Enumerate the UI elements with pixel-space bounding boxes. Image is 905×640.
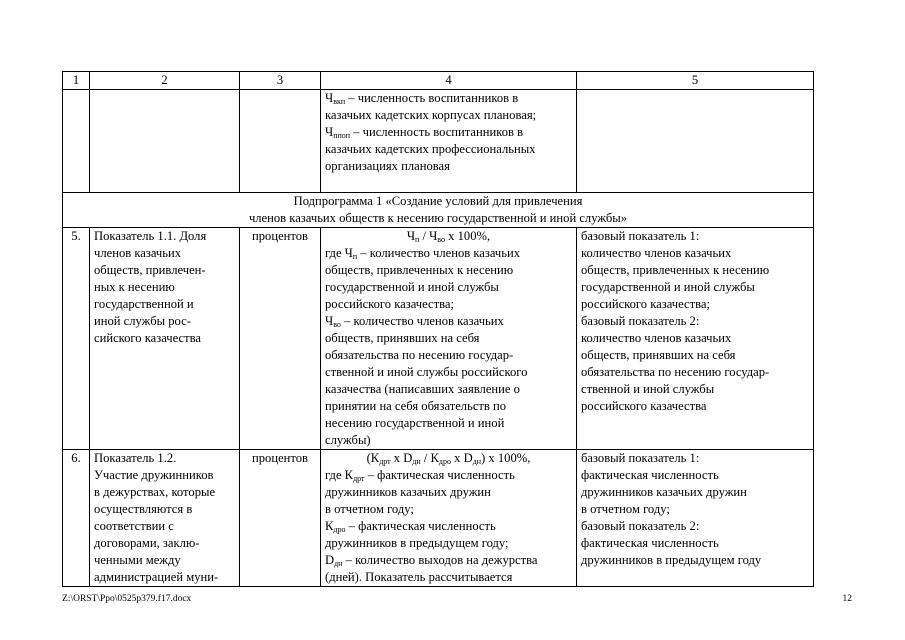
subscript: дн: [472, 457, 482, 466]
text-line: базовый показатель 2:: [581, 519, 700, 533]
text-line: в дежурствах, которые: [94, 485, 216, 499]
text-line: ственной и иной службы: [581, 382, 715, 396]
subscript: во: [333, 320, 341, 329]
unit-cell: процентов: [240, 228, 321, 450]
text-line: российского казачества: [581, 399, 707, 413]
header-cell: 3: [240, 72, 321, 90]
formula-line: обществ, принявших на себя: [325, 331, 480, 345]
subprogram-title: [63, 193, 814, 228]
text-line: ченными между: [94, 553, 181, 567]
indicator-name-cell: [90, 450, 240, 587]
formula-line: обществ, привлеченных к несению: [325, 263, 514, 277]
formula-line: организациях плановая: [325, 159, 450, 173]
formula-cell: [321, 450, 577, 587]
subscript: дро: [438, 457, 451, 466]
formula-line: государственной и иной службы: [325, 280, 499, 294]
unit-cell: [240, 90, 321, 193]
formula-line: казачества (написавших заявление о: [325, 382, 520, 396]
subscript: дрт: [353, 474, 365, 483]
header-cell: 2: [90, 72, 240, 90]
formula-line: службы): [325, 433, 371, 447]
row-number-cell: 5.: [63, 228, 90, 450]
indicator-table: [62, 71, 814, 587]
text-line: соответствии с: [94, 519, 174, 533]
header-cell: 4: [321, 72, 577, 90]
base-indicator-cell: [577, 450, 814, 587]
formula-cell: [321, 228, 577, 450]
formula-line: $D_{дн}$ – количество выходов на дежурства: [325, 553, 538, 568]
formula-line: $К_{дро}$ – фактическая численность: [325, 519, 496, 534]
text-line: базовый показатель 1:: [581, 451, 700, 465]
text-line: в отчетном году;: [581, 502, 670, 516]
subprogram-title-line: членов казачьих обществ к несению государственной и иной службы»: [248, 211, 628, 225]
formula-line: дружинников в предыдущем году;: [325, 536, 509, 550]
formula-line: $Ч_{во}$ – количество членов казачьих: [325, 314, 504, 329]
formula-line: в отчетном году;: [325, 502, 414, 516]
formula-line: ственной и иной службы российского: [325, 365, 528, 379]
indicator-name-cell: [90, 228, 240, 450]
text-line: государственной и иной службы: [581, 280, 755, 294]
text-line: базовый показатель 2:: [581, 314, 700, 328]
header-row: [63, 72, 814, 90]
subprogram-row: [63, 193, 814, 228]
subscript: п: [352, 252, 358, 261]
text-line: Показатель 1.1. Доля: [94, 229, 207, 243]
text-line: базовый показатель 1:: [581, 229, 700, 243]
subscript: дро: [333, 525, 346, 534]
formula-line: российского казачества;: [325, 297, 455, 311]
text-line: дружинников казачьих дружин: [581, 485, 747, 499]
text-line: договорами, заклю-: [94, 536, 200, 550]
text-line: обществ, привлечен-: [94, 263, 206, 277]
footer-file-path: Z:\ORST\Ppo\0525p379.f17.docx: [62, 594, 192, 604]
text-line: членов казачьих: [94, 246, 182, 260]
subscript: дн: [412, 457, 421, 466]
text-line: администрацией муни-: [94, 570, 219, 584]
formula-line: ($К_{дрт}$ х $D_{дн} / К_{дро}$ х $D_{дн}$) х 100%,: [366, 451, 531, 466]
header-cell: 5: [577, 72, 814, 90]
text-line: обществ, принявших на себя: [581, 348, 736, 362]
text-line: иной службы рос-: [94, 314, 191, 328]
subscript: дн: [334, 559, 343, 568]
formula-line: где $Ч_п$ – количество членов казачьих: [325, 246, 521, 261]
page-number: 12: [842, 594, 852, 604]
formula-line: принятии на себя обязательств по: [325, 399, 507, 413]
formula-line: казачьих кадетских профессиональных: [325, 142, 536, 156]
text-line: фактическая численность: [581, 468, 719, 482]
text-line: Показатель 1.2.: [94, 451, 177, 465]
subscript: п: [415, 235, 420, 244]
row-number-cell: [63, 90, 90, 193]
text-line: сийского казачества: [94, 331, 202, 345]
formula-line: где $К_{дрт}$ – фактическая численность: [325, 468, 515, 483]
text-line: Участие дружинников: [94, 468, 214, 482]
text-line: количество членов казачьих: [581, 331, 732, 345]
table-row: [63, 228, 814, 450]
text-line: ных к несению: [94, 280, 175, 294]
text-line: осуществляются в: [94, 502, 193, 516]
formula-line: (дней). Показатель рассчитывается: [325, 570, 513, 584]
unit-cell: процентов: [240, 450, 321, 587]
base-indicator-cell: [577, 228, 814, 450]
formula-line: $Ч_{вкп}$ – численность воспитанников в: [325, 91, 519, 106]
formula-line: обязательства по несению государ-: [325, 348, 514, 362]
header-cell: 1: [63, 72, 90, 90]
text-line: обязательства по несению государ-: [581, 365, 770, 379]
subprogram-title-line: Подпрограмма 1 «Создание условий для привлечения: [293, 194, 583, 208]
formula-line: $Ч_п / Ч_{во}$ х 100%,: [406, 229, 491, 244]
subscript: во: [437, 235, 446, 244]
subscript: ппоп: [333, 131, 351, 140]
table-row: [63, 450, 814, 587]
subscript: дрт: [379, 457, 391, 466]
formula-cell: [321, 90, 577, 193]
indicator-name-cell: [90, 90, 240, 193]
text-line: государственной и: [94, 297, 194, 311]
text-line: дружинников в предыдущем году: [581, 553, 762, 567]
text-line: количество членов казачьих: [581, 246, 732, 260]
formula-line: дружинников казачьих дружин: [325, 485, 491, 499]
text-line: фактическая численность: [581, 536, 719, 550]
formula-line: казачьих кадетских корпусах плановая;: [325, 108, 537, 122]
formula-line: $Ч_{ппоп}$ – численность воспитанников в: [325, 125, 524, 140]
text-line: российского казачества;: [581, 297, 711, 311]
subscript: вкп: [333, 97, 346, 106]
row-number-cell: 6.: [63, 450, 90, 587]
formula-line: несению государственной и иной: [325, 416, 505, 430]
base-indicator-cell: [577, 90, 814, 193]
text-line: обществ, привлеченных к несению: [581, 263, 770, 277]
table-row: [63, 90, 814, 193]
